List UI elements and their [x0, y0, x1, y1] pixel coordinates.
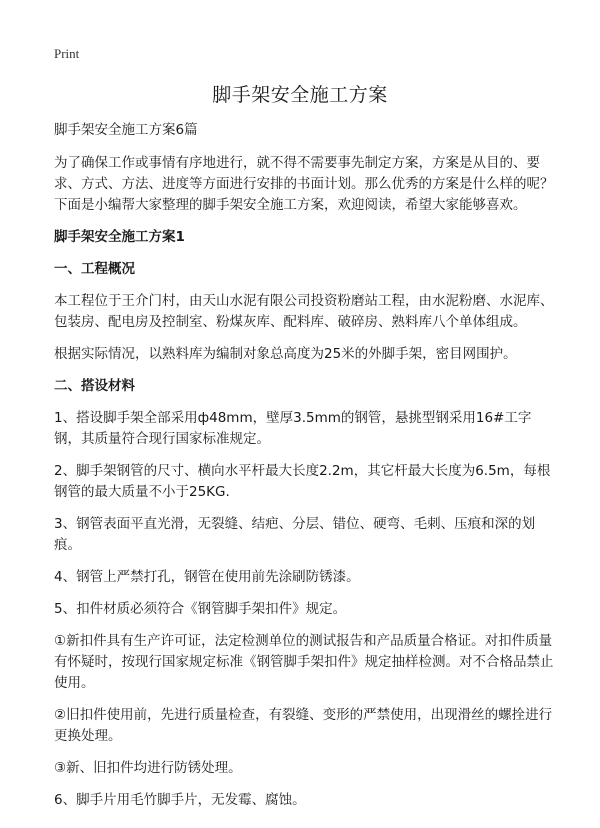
document-body — [54, 120, 554, 822]
document-subtitle: 脚手架安全施工方案6篇 — [54, 122, 198, 138]
material-item: 2、脚手架钢管的尺寸、横向水平杆最大长度2.2m，其它杆最大长度为6.5m，每根钢管的最大质量不小于25KG. — [54, 463, 551, 500]
section-title: 脚手架安全施工方案1 — [54, 229, 185, 245]
material-subitem: ②旧扣件使用前，先进行质量检查，有裂缝、变形的严禁使用，出现滑丝的螺拴进行更换处理。 — [54, 707, 553, 744]
heading-materials: 二、搭设材料 — [54, 378, 135, 394]
heading-overview: 一、工程概况 — [54, 261, 135, 277]
material-item: 6、脚手片用毛竹脚手片，无发霉、腐蚀。 — [54, 792, 306, 808]
material-subitem: ①新扣件具有生产许可证，法定检测单位的测试报告和产品质量合格证。对扣件质量有怀疑时，按现行国家规定标准《钢管脚手架扣件》规定抽样检测。对不合格品禁止使用。 — [54, 633, 554, 691]
overview-paragraph: 根据实际情况，以熟料库为编制对象总高度为25米的外脚手架，密目网围护。 — [54, 346, 517, 362]
material-item: 4、钢管上严禁打孔，钢管在使用前先涂刷防锈漆。 — [54, 569, 360, 585]
material-item: 5、扣件材质必须符合《钢管脚手架扣件》规定。 — [54, 601, 347, 617]
print-link[interactable]: Print — [54, 46, 80, 61]
material-item: 3、钢管表面平直光滑，无裂缝、结疤、分层、错位、硬弯、毛刺、压痕和深的划痕。 — [54, 516, 536, 553]
material-item: 1、搭设脚手架全部采用ф48mm，壁厚3.5mm的钢管，悬挑型钢采用16#工字钢，其质量符合现行国家标准规定。 — [54, 410, 532, 447]
document-title: 脚手架安全施工方案 — [212, 84, 388, 106]
overview-paragraph: 本工程位于王介门村，由天山水泥有限公司投资粉磨站工程，由水泥粉磨、水泥库、包装房、配电房及控制室、粉煤灰库、配料库、破碎房、熟料库八个单体组成。 — [54, 293, 554, 330]
material-subitem: ③新、旧扣件均进行防锈处理。 — [54, 760, 242, 776]
intro-paragraph: 为了确保工作或事情有序地进行，就不得不需要事先制定方案，方案是从目的、要求、方式、方法、进度等方面进行安排的书面计划。那么优秀的方案是什么样的呢？下面是小编帮大家整理的脚手架安全施工方案，欢迎阅读，希望大家能够喜欢。 — [54, 155, 554, 213]
